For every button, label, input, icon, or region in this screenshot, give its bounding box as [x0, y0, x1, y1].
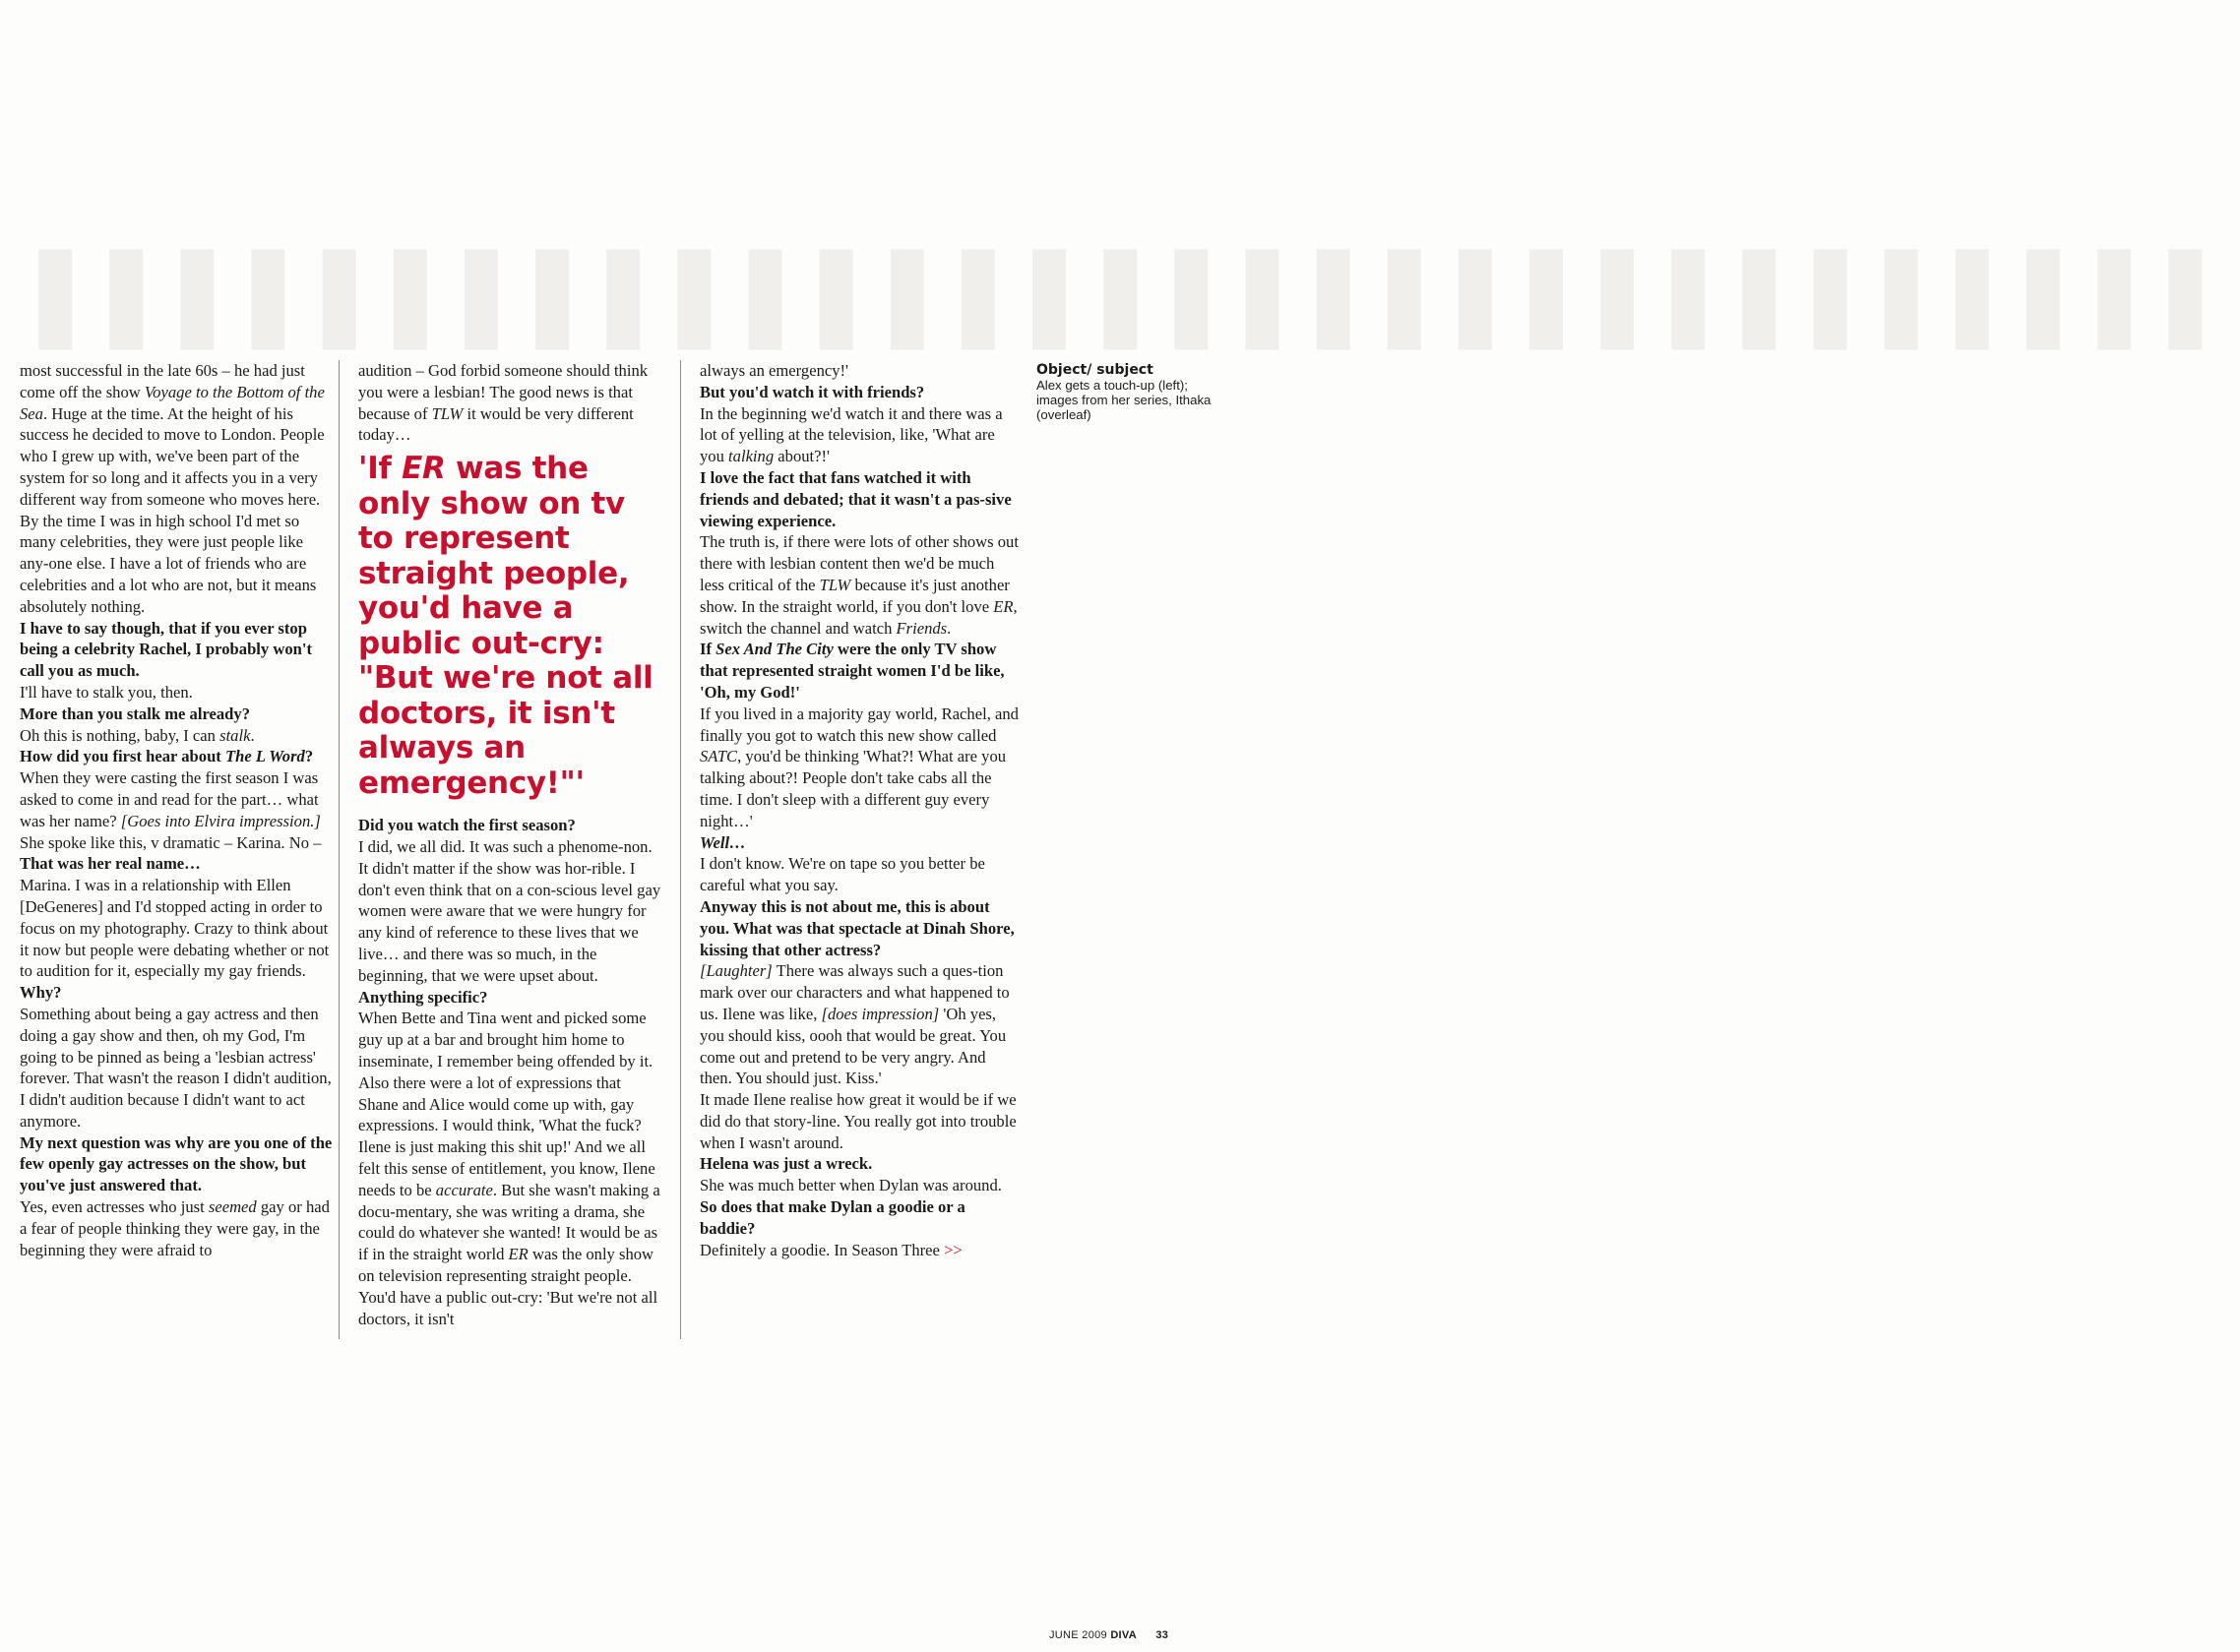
interview-answer — [700, 1089, 1020, 1153]
text-run: 'If — [358, 451, 403, 487]
interview-question — [700, 467, 1020, 531]
text-run: In the beginning we'd watch it and there was a lot of yelling at the television, like, 'What are you — [700, 403, 1003, 466]
text-run: 'Oh yes, you should kiss, oooh that would be great. You come out and pretend to be very angry. And then. You should just. Kiss.' — [700, 1004, 1007, 1088]
text-run: Sex And The City — [716, 640, 834, 659]
text-run: audition – God forbid someone should think you were a lesbian! The good news is that because of — [358, 361, 649, 423]
interview-answer — [20, 875, 333, 982]
text-run: it would be very different today… — [358, 403, 634, 445]
interview-answer — [20, 1196, 333, 1260]
text-run: TLW — [431, 403, 464, 423]
interview-answer — [700, 1175, 1020, 1196]
interview-answer — [700, 403, 1020, 467]
column-divider — [339, 360, 340, 1339]
text-run: . — [250, 725, 255, 745]
text-run: Helena was just a wreck. — [700, 1154, 873, 1174]
interview-question — [700, 832, 1020, 854]
text-run: If you lived in a majority gay world, Rachel, and finally you got to watch this new show called — [700, 704, 1019, 745]
text-run: ER — [508, 1245, 529, 1264]
interview-answer — [358, 360, 663, 446]
text-run: My next question was why are you one of the few openly gay actresses on the show, but you've just answered that. — [20, 1132, 333, 1195]
text-run: Oh this is nothing, baby, I can — [20, 725, 220, 745]
page-number: 33 — [1155, 1629, 1169, 1641]
caption-title: Object/ subject — [1036, 362, 1153, 378]
text-run: stalk — [219, 725, 251, 745]
text-run: Marina. I was in a relationship with Ellen [DeGeneres] and I'd stopped acting in order to focus on my photography. Crazy to think about it now but people were debating whether or not to audition for it, especially my gay friends. — [20, 876, 330, 981]
interview-question — [700, 382, 1020, 403]
text-run: . But she wasn't making a docu-mentary, she was writing a drama, she could do whatever she wanted! It would be as if in the straight world — [358, 1180, 660, 1264]
text-run: most successful in the late 60s – he had just come off the show — [20, 361, 305, 401]
text-run: Definitely a goodie. In Season Three — [700, 1240, 945, 1259]
text-run: More than you stalk me already? — [20, 704, 250, 723]
column-divider — [680, 360, 681, 1339]
text-run: When they were casting the first season I was asked to come in and read for the part… what was her name? — [20, 768, 319, 830]
interview-question — [20, 746, 333, 767]
text-run: . — [947, 618, 952, 638]
text-run: TLW — [819, 575, 851, 594]
interview-question — [358, 815, 663, 836]
text-run: Something about being a gay actress and then doing a gay show and then, oh my God, I'm going to be pinned as being a 'lesbian actress' forever. That wasn't the reason I didn't audition, I didn't audition because I didn't want to act anymore. — [20, 1004, 332, 1131]
text-run: . Huge at the time. At the height of his success he decided to move to London. People who I grew up with, we've been part of the system for so long and it affects you in a very different way from someone who moves here. By the time I was in high school I'd met so many celebrities, they were just people like any-one else. I have a lot of friends who are celebrities and a lot who are not, but it means absolutely nothing. — [20, 403, 325, 616]
interview-answer — [358, 1008, 663, 1329]
interview-answer — [700, 531, 1020, 639]
interview-answer — [700, 704, 1020, 832]
text-run: about?!' — [774, 447, 831, 466]
page-footer — [1049, 1629, 1168, 1641]
text-run: always an emergency!' — [700, 361, 849, 380]
text-run: ER — [993, 596, 1014, 616]
text-run: I have to say though, that if you ever stop being a celebrity Rachel, I probably won't call you as much. — [20, 618, 313, 681]
interview-answer — [20, 1004, 333, 1132]
column-2-intro — [358, 360, 663, 446]
pull-quote — [358, 452, 663, 801]
text-run: Anyway this is not about me, this is about you. What was that spectacle at Dinah Shore, kissing that other actress? — [700, 896, 1015, 959]
text-run: The truth is, if there were lots of other shows out there with lesbian content then we'd be much less critical of the — [700, 532, 1019, 594]
caption-text: Alex gets a touch-up (left); images from her series, Ithaka (overleaf) — [1036, 378, 1212, 422]
interview-question — [700, 896, 1020, 960]
text-run: [does impression] — [821, 1004, 940, 1023]
text-run: was the only show on television representing straight people. You'd have a public out-cry: 'But we're not all doctors, it isn't — [358, 1245, 658, 1328]
text-run: So does that make Dylan a goodie or a baddie? — [700, 1197, 965, 1238]
article-column-3 — [700, 360, 1020, 1260]
text-run: It made Ilene realise how great it would be if we did do that story-line. You really got into trouble when I wasn't around. — [700, 1090, 1017, 1152]
text-run: , you'd be thinking 'What?! What are you talking about?! People don't take cabs all the time. I don't sleep with a different guy every night…' — [700, 747, 1007, 830]
text-run: accurate — [435, 1180, 493, 1199]
issue-date: JUNE 2009 — [1049, 1629, 1107, 1641]
text-run: She was much better when Dylan was around. — [700, 1176, 1002, 1195]
text-run: [Goes into Elvira impression.] — [120, 811, 321, 830]
article-column-1 — [20, 360, 333, 1260]
text-run: [Laughter] — [700, 961, 773, 981]
text-run: Did you watch the first season? — [358, 816, 576, 835]
interview-question — [700, 1153, 1020, 1175]
text-run: gay or had a fear of people thinking they were gay, in the beginning they were afraid to — [20, 1197, 330, 1259]
text-run: SATC — [700, 747, 738, 766]
column-2-body — [358, 815, 663, 1329]
text-run: Voyage to the Bottom of the Sea — [20, 382, 325, 423]
text-run: ? — [304, 747, 314, 766]
interview-answer — [20, 725, 333, 747]
interview-answer — [700, 853, 1020, 896]
text-run: ER — [402, 451, 446, 487]
text-run: , switch the channel and watch — [700, 596, 1018, 638]
ghost-headline-bleedthrough: ▌▌▌▌▌▌▌▌▌▌▌▌▌▌▌▌▌▌▌▌▌▌▌▌▌▌▌▌▌▌▌ — [39, 251, 2240, 349]
interview-question — [20, 853, 333, 875]
interview-question — [358, 987, 663, 1009]
photo-caption — [1036, 363, 1213, 422]
text-run: were the only TV show that represented straight women I'd be like, 'Oh, my God!' — [700, 640, 1005, 702]
text-run: When Bette and Tina went and picked some guy up at a bar and brought him home to inseminate, I remember being offended by it. Also there were a lot of expressions that Shane and Alice would come up with, gay expressions. I would think, 'What the fuck? Ilene is just making this shit up!' And we all felt this sense of entitlement, you know, Ilene needs to be — [358, 1009, 655, 1199]
interview-question — [20, 982, 333, 1004]
interview-answer — [20, 767, 333, 853]
text-run: I did, we all did. It was such a phenome-non. It didn't matter if the show was hor-rible. I don't even think that on a con-scious level gay women were aware that we were hungry for any kind of reference to these lives that we live… and there was so much, in the beginning, that we were upset about. — [358, 836, 661, 985]
text-run: There was always such a ques-tion mark over our characters and what happened to us. Ilene was like, — [700, 961, 1010, 1023]
interview-answer — [700, 360, 1020, 382]
text-run: I don't know. We're on tape so you better be careful what you say. — [700, 854, 985, 895]
text-run: was the only show on tv to represent straight people, you'd have a public out-cry: "But we're not all doctors, it isn't always an emergency!"' — [358, 451, 653, 801]
interview-answer — [700, 1240, 1020, 1261]
text-run: because it's just another show. In the straight world, if you don't love — [700, 575, 1010, 616]
text-run: The L Word — [225, 747, 305, 766]
interview-answer — [358, 836, 663, 987]
text-run: I'll have to stalk you, then. — [20, 682, 193, 702]
text-run: That was her real name… — [20, 854, 201, 874]
interview-question — [700, 639, 1020, 703]
text-run: How did you first hear about — [20, 747, 225, 766]
text-run: But you'd watch it with friends? — [700, 382, 925, 401]
article-column-2 — [358, 360, 663, 1329]
interview-question — [20, 704, 333, 725]
interview-answer — [20, 360, 333, 618]
text-run: Yes, even actresses who just — [20, 1197, 209, 1217]
interview-answer — [20, 682, 333, 704]
magazine-name: DIVA — [1110, 1629, 1137, 1641]
text-run: Friends — [896, 618, 948, 638]
text-run: She spoke like this, v dramatic – Karina. No – — [20, 832, 322, 852]
text-run: seemed — [208, 1197, 257, 1217]
text-run: I love the fact that fans watched it with friends and debated; that it wasn't a pas-sive viewing experience. — [700, 467, 1012, 530]
continued-marker: >> — [944, 1240, 963, 1259]
text-run: If — [700, 640, 716, 659]
interview-question — [700, 1196, 1020, 1240]
text-run: talking — [728, 447, 775, 466]
text-run: Anything specific? — [358, 987, 488, 1007]
interview-question — [20, 618, 333, 682]
text-run: Well… — [700, 832, 746, 852]
interview-question — [20, 1132, 333, 1196]
text-run: Why? — [20, 983, 62, 1003]
interview-answer — [700, 960, 1020, 1089]
